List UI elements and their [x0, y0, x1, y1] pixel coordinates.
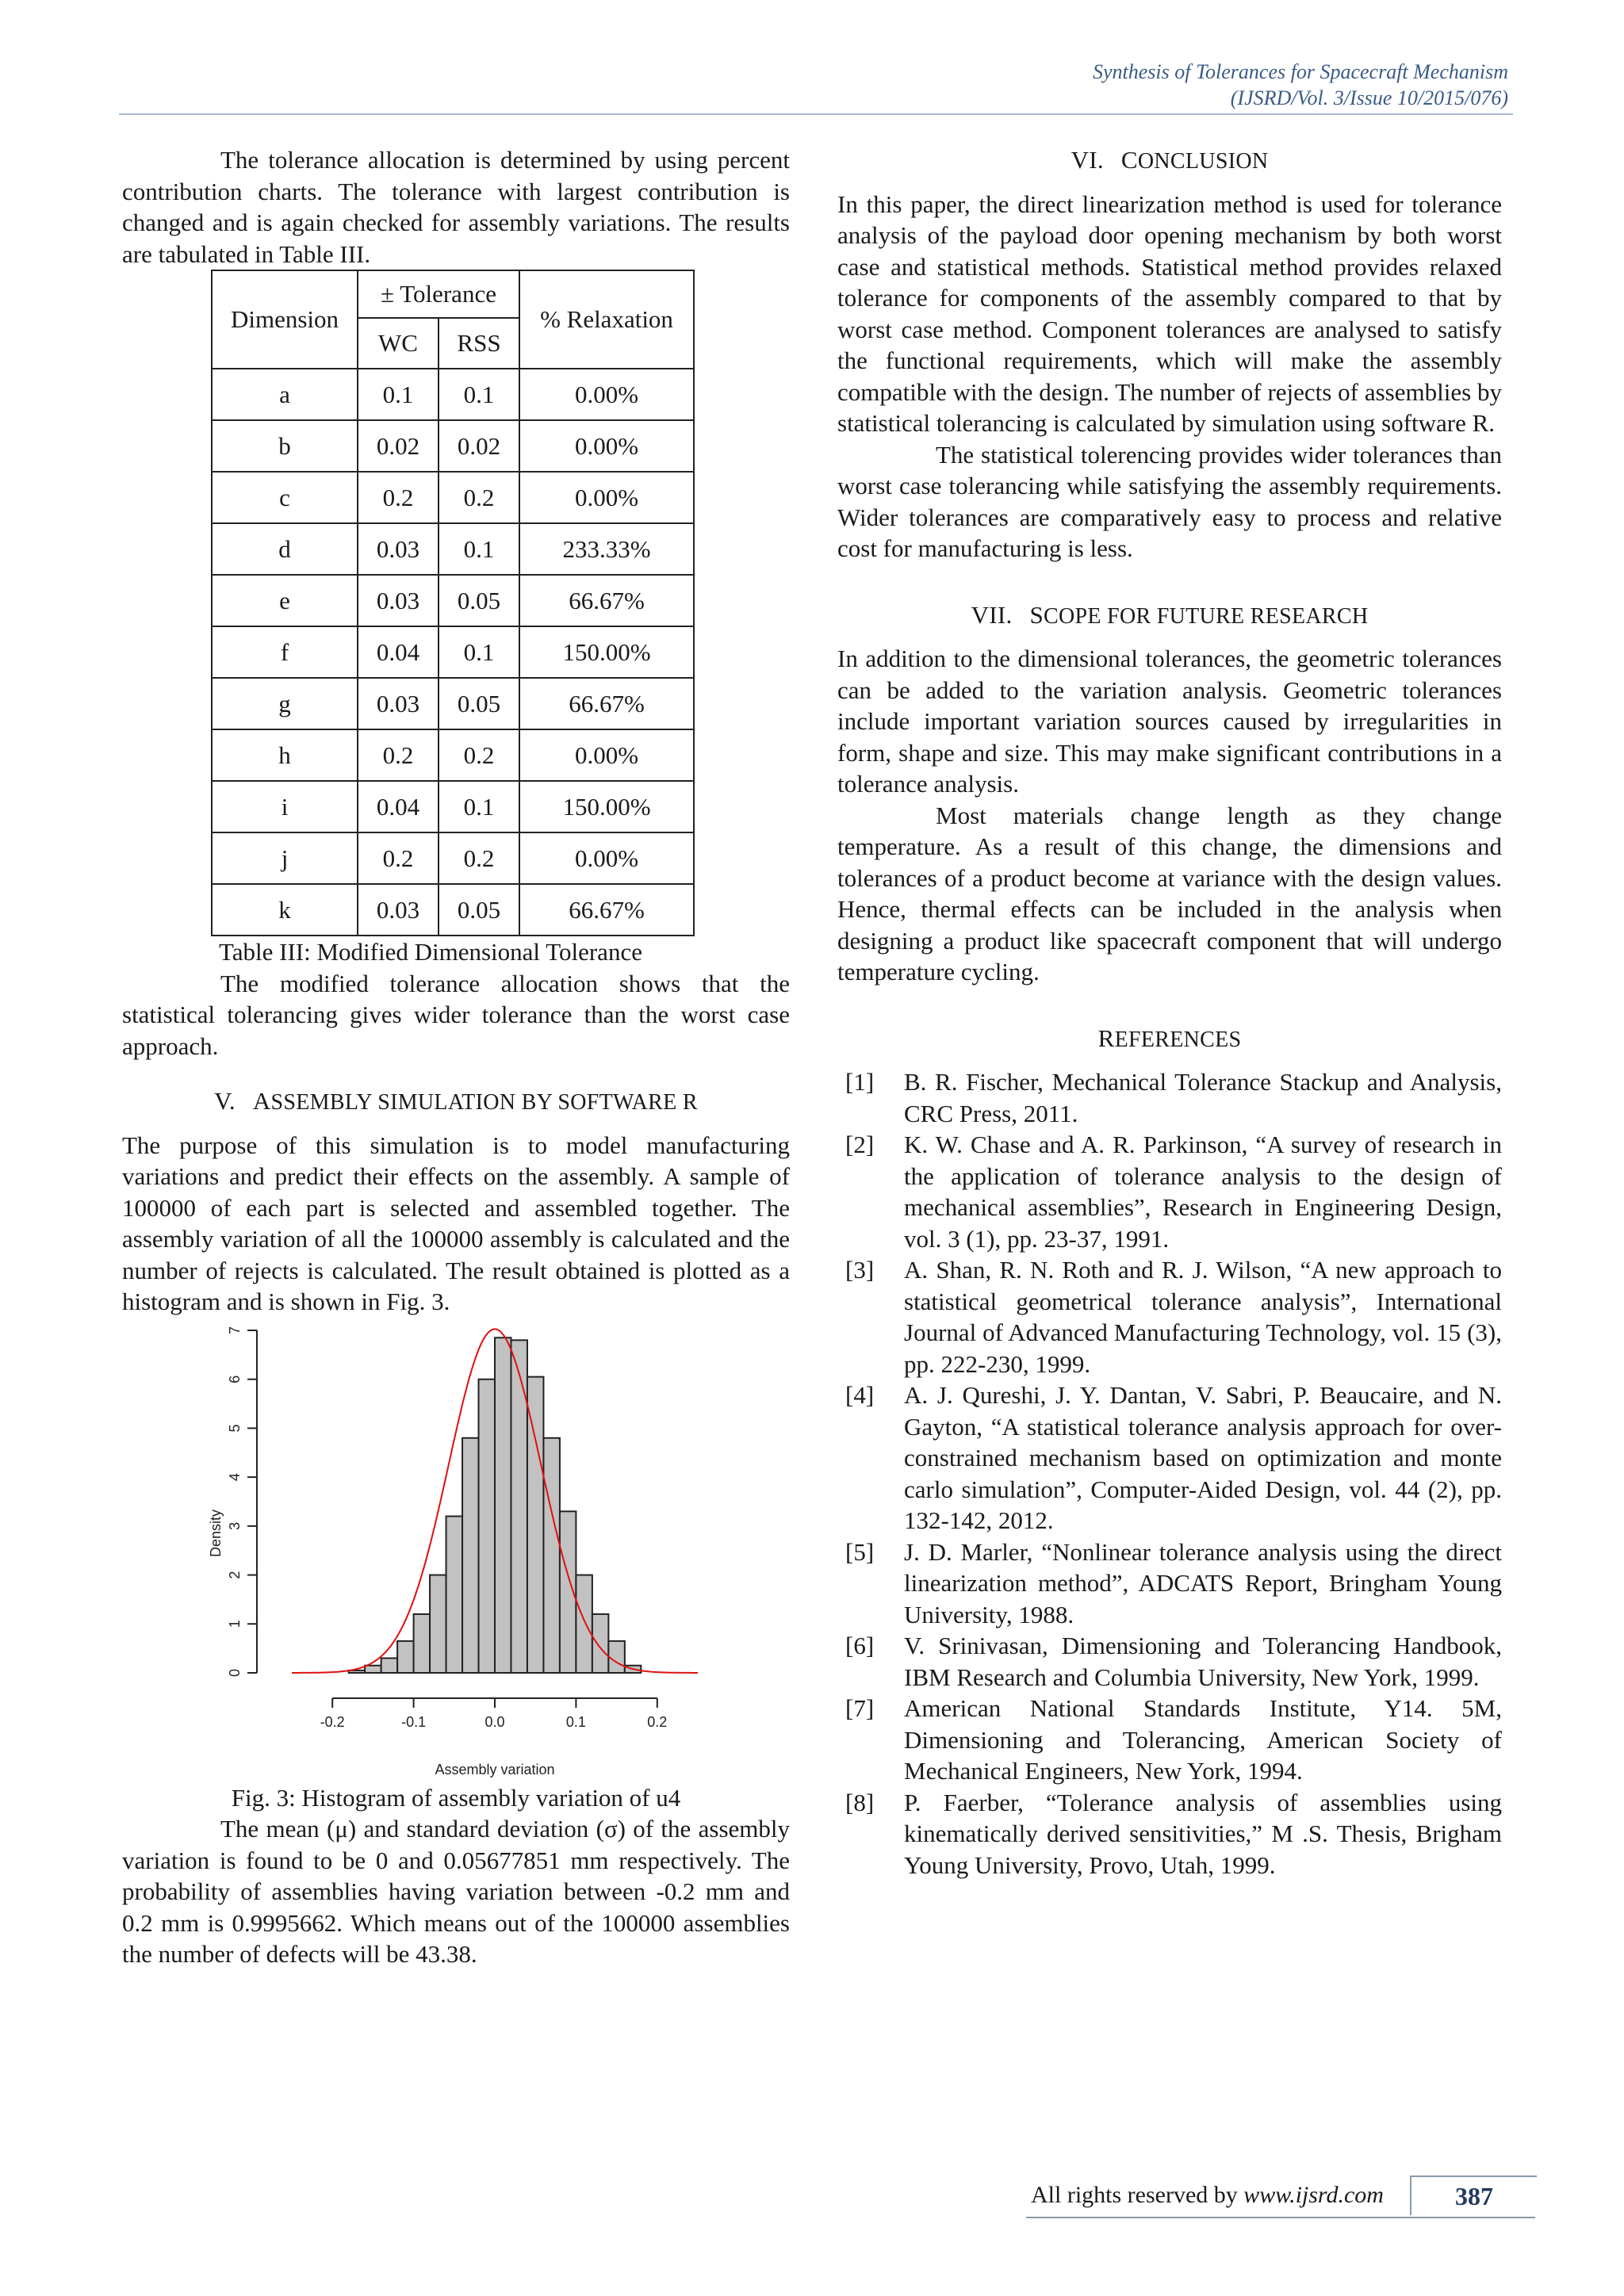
- reference-item: [837, 1066, 1502, 1129]
- cell-dimension: g: [212, 678, 358, 729]
- section-7-paragraph-2: Most materials change length as they change temperature. As a result of this change, the dimensions and tolerances of a product become at variance with the design values. Hence, thermal effects can be included in the analysis when designing a product like spacecraft component that will undergo temperature cycling.: [837, 801, 1502, 985]
- histogram-bar: [479, 1379, 495, 1672]
- tolerance-table: [211, 270, 695, 936]
- references-title: [837, 1023, 1502, 1056]
- reference-item: [837, 1380, 1502, 1536]
- table-row: [212, 832, 694, 884]
- th-wc: WC: [358, 318, 439, 369]
- histogram-chart: [122, 1326, 790, 1782]
- cell-wc: 0.03: [358, 523, 439, 575]
- cell-dimension: e: [212, 575, 358, 626]
- reference-item: [837, 1693, 1502, 1787]
- right-column: [837, 144, 1502, 1881]
- reference-item: [837, 1536, 1502, 1631]
- cell-dimension: f: [212, 626, 358, 678]
- cell-rss: 0.2: [439, 472, 519, 523]
- histogram-bar: [511, 1340, 527, 1673]
- histogram-bar: [365, 1665, 381, 1672]
- cell-dimension: a: [212, 369, 358, 420]
- histogram-bar: [592, 1613, 608, 1672]
- histogram-bar: [527, 1376, 543, 1672]
- cell-relaxation: 0.00%: [519, 369, 694, 420]
- histogram-bar: [543, 1437, 559, 1672]
- histogram-bar: [608, 1640, 624, 1672]
- x-tick-label: -0.1: [401, 1713, 427, 1730]
- table-caption: Table III: Modified Dimensional Tolerance: [219, 938, 642, 966]
- section-7-rest: COPE FOR FUTURE RESEARCH: [1044, 603, 1369, 629]
- cell-wc: 0.1: [358, 369, 439, 420]
- y-tick-label: 1: [227, 1619, 243, 1628]
- x-axis-label: Assembly variation: [435, 1761, 555, 1777]
- section-7-initial: S: [1029, 600, 1044, 629]
- cell-rss: 0.1: [439, 781, 519, 832]
- cell-relaxation: 0.00%: [519, 472, 694, 523]
- reference-text: B. R. Fischer, Mechanical Tolerance Stackup and Analysis, CRC Press, 2011.: [904, 1068, 1502, 1127]
- section-5-paragraph-2: The mean (μ) and standard deviation (σ) of the assembly variation is found to be 0 and 0.05677851 mm respectively. The probability of assemblies having variation between -0.2 mm and 0.2 mm is 0.9995662. Which means out of the 100000 assemblies the number of defects will be 43.38.: [122, 1815, 790, 1968]
- section-5-paragraph-1: The purpose of this simulation is to model manufacturing variations and predict their effects on the assembly. A sample of 100000 of each part is selected and assembled together. The assembly variation of all the 100000 assembly is calculated and the number of rejects is calculated. The result obtained is plotted as a histogram and is shown in Fig. 3.: [122, 1131, 790, 1315]
- reference-item: [837, 1129, 1502, 1254]
- footer-site[interactable]: www.ijsrd.com: [1243, 2182, 1384, 2208]
- reference-text: American National Standards Institute, Y14. 5M, Dimensioning and Tolerancing, American Society of Mechanical Engineers, New York, 1994.: [904, 1694, 1502, 1785]
- references-rest: EFERENCES: [1114, 1027, 1242, 1052]
- cell-dimension: j: [212, 832, 358, 884]
- section-7-paragraph-1: In addition to the dimensional tolerances, the geometric tolerances can be added to the variation analysis. Geometric tolerances include important variation sources caused by irregularities in form, shape and size. This may make significant contributions in a tolerance analysis.: [837, 645, 1502, 798]
- header-title: Synthesis of Tolerances for Spacecraft Mechanism: [1092, 60, 1508, 83]
- section-5-title: [122, 1085, 790, 1119]
- table-row: [212, 678, 694, 729]
- histogram-bar: [462, 1437, 478, 1672]
- section-7-title: [837, 599, 1502, 633]
- x-tick-label: 0.2: [647, 1713, 668, 1730]
- table-row: [212, 369, 694, 420]
- page-number: 387: [1410, 2175, 1537, 2215]
- cell-relaxation: 66.67%: [519, 884, 694, 936]
- reference-number: [2]: [845, 1131, 875, 1158]
- th-tolerance: ± Tolerance: [358, 270, 519, 318]
- cell-relaxation: 150.00%: [519, 626, 694, 678]
- left-column: [122, 144, 790, 1970]
- cell-relaxation: 0.00%: [519, 729, 694, 781]
- reference-list: [837, 1066, 1502, 1881]
- table-row: [212, 575, 694, 626]
- reference-item: [837, 1630, 1502, 1693]
- cell-relaxation: 233.33%: [519, 523, 694, 575]
- section-5-rest: SSEMBLY SIMULATION BY SOFTWARE R: [270, 1090, 698, 1115]
- intro-paragraph: The tolerance allocation is determined by using percent contribution charts. The tolerance with largest contribution is changed and is again checked for assembly variations. The results are tabulated in Table III.: [122, 146, 790, 268]
- histogram-bar: [414, 1613, 430, 1672]
- header-citation: (IJSRD/Vol. 3/Issue 10/2015/076): [1230, 86, 1508, 109]
- table-row: [212, 472, 694, 523]
- histogram-bar: [381, 1658, 397, 1673]
- cell-wc: 0.2: [358, 729, 439, 781]
- cell-dimension: c: [212, 472, 358, 523]
- th-relaxation: % Relaxation: [519, 270, 694, 369]
- th-rss: RSS: [439, 318, 519, 369]
- cell-rss: 0.1: [439, 626, 519, 678]
- cell-relaxation: 66.67%: [519, 678, 694, 729]
- cell-wc: 0.2: [358, 832, 439, 884]
- cell-relaxation: 66.67%: [519, 575, 694, 626]
- reference-number: [5]: [845, 1537, 875, 1566]
- cell-relaxation: 150.00%: [519, 781, 694, 832]
- reference-number: [3]: [845, 1256, 875, 1284]
- reference-text: A. J. Qureshi, J. Y. Dantan, V. Sabri, P. Beaucaire, and N. Gayton, “A statistical tolerance analysis approach for over-constrained mechanism based on optimization and monte carlo simulation”, Computer-Aided Design, vol. 44 (2), pp. 132-142, 2012.: [904, 1381, 1502, 1534]
- cell-relaxation: 0.00%: [519, 832, 694, 884]
- reference-item: [837, 1787, 1502, 1881]
- figure-caption: Fig. 3: Histogram of assembly variation of u4: [231, 1783, 681, 1812]
- histogram-bar: [576, 1575, 592, 1672]
- cell-rss: 0.2: [439, 729, 519, 781]
- footer-rights: [1031, 2182, 1384, 2209]
- cell-wc: 0.03: [358, 884, 439, 936]
- y-tick-label: 7: [227, 1326, 243, 1334]
- table-row: [212, 420, 694, 472]
- x-tick-label: 0.0: [485, 1713, 505, 1730]
- section-6-title: [837, 144, 1502, 178]
- reference-item: [837, 1254, 1502, 1380]
- header-rule: [119, 113, 1513, 115]
- y-tick-label: 0: [227, 1668, 243, 1677]
- cell-rss: 0.05: [439, 678, 519, 729]
- section-6-number: VI.: [1071, 146, 1104, 174]
- section-5-initial: A: [252, 1087, 271, 1115]
- cell-dimension: k: [212, 884, 358, 936]
- cell-rss: 0.2: [439, 832, 519, 884]
- cell-wc: 0.04: [358, 626, 439, 678]
- reference-number: [6]: [845, 1632, 875, 1659]
- histogram-bar: [430, 1575, 446, 1672]
- y-tick-label: 4: [227, 1472, 243, 1481]
- reference-number: [7]: [845, 1694, 875, 1722]
- cell-dimension: h: [212, 729, 358, 781]
- x-tick-label: -0.2: [320, 1713, 345, 1730]
- section-5-number: V.: [214, 1087, 236, 1115]
- reference-text: A. Shan, R. N. Roth and R. J. Wilson, “A new approach to statistical geometrical tolerance analysis”, International Journal of Advanced Manufacturing Technology, vol. 15 (3), pp. 222-230, 1999.: [904, 1256, 1502, 1378]
- cell-wc: 0.02: [358, 420, 439, 472]
- cell-dimension: b: [212, 420, 358, 472]
- reference-number: [8]: [845, 1788, 875, 1816]
- table-row: [212, 781, 694, 832]
- cell-wc: 0.03: [358, 575, 439, 626]
- section-7-number: VII.: [971, 600, 1013, 629]
- reference-number: [4]: [845, 1381, 875, 1409]
- footer-rule: [1026, 2217, 1535, 2218]
- y-tick-label: 3: [227, 1521, 243, 1530]
- table-row: [212, 729, 694, 781]
- cell-rss: 0.02: [439, 420, 519, 472]
- histogram-bar: [495, 1337, 511, 1673]
- table-row: [212, 884, 694, 936]
- reference-number: [1]: [845, 1068, 875, 1096]
- cell-wc: 0.2: [358, 472, 439, 523]
- cell-dimension: d: [212, 523, 358, 575]
- reference-text: V. Srinivasan, Dimensioning and Tolerancing Handbook, IBM Research and Columbia University, New York, 1999.: [904, 1632, 1502, 1691]
- footer-rights-text: All rights reserved by: [1031, 2182, 1244, 2208]
- references-initial: R: [1097, 1024, 1115, 1052]
- histogram-bar: [397, 1640, 413, 1672]
- th-dimension: Dimension: [212, 270, 358, 369]
- reference-text: J. D. Marler, “Nonlinear tolerance analysis using the direct linearization method”, ADCATS Report, Bringham Young University, 1988.: [904, 1537, 1502, 1628]
- section-6-paragraph-1: In this paper, the direct linearization method is used for tolerance analysis of the payload door opening mechanism by both worst case and statistical methods. Statistical method provides relaxed tolerance for components of the assembly compared to that by worst case method. Component tolerances are analysed to satisfy the functional requirements, which will make the assembly compatible with the design. The number of rejects of assemblies by statistical tolerancing is calculated by simulation using software R.: [837, 189, 1502, 437]
- cell-rss: 0.1: [439, 369, 519, 420]
- section-6-rest: ONCLUSION: [1137, 149, 1269, 174]
- cell-wc: 0.03: [358, 678, 439, 729]
- cell-rss: 0.1: [439, 523, 519, 575]
- cell-relaxation: 0.00%: [519, 420, 694, 472]
- cell-wc: 0.04: [358, 781, 439, 832]
- y-tick-label: 5: [227, 1423, 243, 1432]
- cell-dimension: i: [212, 781, 358, 832]
- reference-text: P. Faerber, “Tolerance analysis of assemblies using kinematically derived sensitivities,” M .S. Thesis, Brigham Young University, Provo, Utah, 1999.: [904, 1788, 1502, 1879]
- modified-paragraph: The modified tolerance allocation shows that the statistical tolerancing gives wider tolerance than the worst case approach.: [122, 969, 790, 1060]
- cell-rss: 0.05: [439, 884, 519, 936]
- y-tick-label: 6: [227, 1375, 243, 1383]
- cell-rss: 0.05: [439, 575, 519, 626]
- histogram-bar: [446, 1516, 462, 1672]
- table-row: [212, 626, 694, 678]
- section-6-paragraph-2: The statistical tolerencing provides wider tolerances than worst case tolerancing while satisfying the assembly requirements. Wider tolerances are comparatively easy to process and relative cost for manufacturing is less.: [837, 440, 1502, 562]
- section-6-initial: C: [1120, 146, 1138, 174]
- table-row: [212, 523, 694, 575]
- reference-text: K. W. Chase and A. R. Parkinson, “A survey of research in the application of tolerance analysis to the design of mechanical assemblies”, Research in Engineering Design, vol. 3 (1), pp. 23-37, 1991.: [904, 1131, 1502, 1253]
- histogram-figure: [122, 1326, 790, 1782]
- y-axis-label: Density: [208, 1509, 224, 1557]
- y-tick-label: 2: [227, 1571, 243, 1579]
- running-header: [1093, 59, 1508, 111]
- x-tick-label: 0.1: [565, 1713, 586, 1730]
